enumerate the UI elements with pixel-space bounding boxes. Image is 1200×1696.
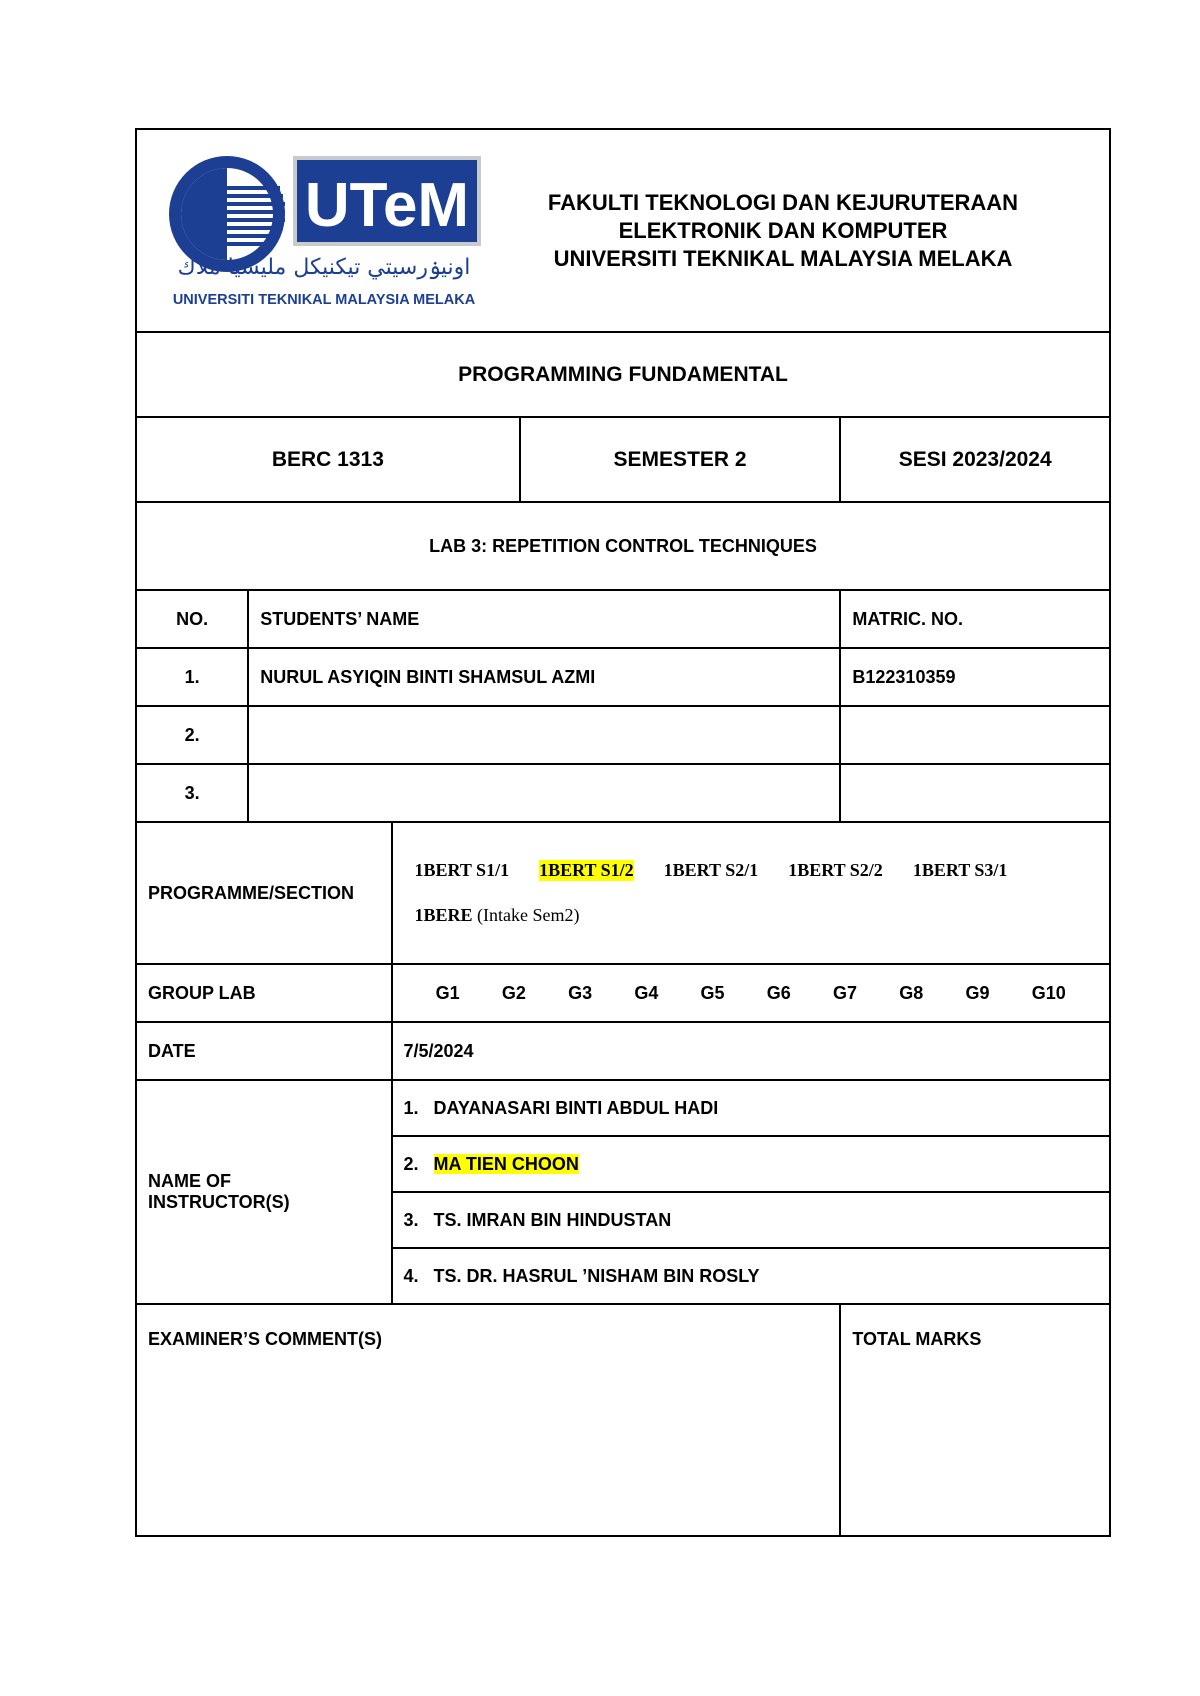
- course-title: PROGRAMMING FUNDAMENTAL: [136, 332, 1110, 417]
- programme-extra: [415, 905, 1110, 926]
- student-matric: [840, 706, 1110, 764]
- group-option: G3: [568, 982, 593, 1003]
- instructor-name: TS. DR. HASRUL ’NISHAM BIN ROSLY: [433, 1265, 760, 1286]
- group-lab-label: GROUP LAB: [136, 964, 392, 1022]
- instructors-label: [136, 1080, 392, 1304]
- students-header-name: STUDENTS’ NAME: [248, 590, 840, 648]
- svg-text:UNIVERSITI TEKNIKAL MALAYSIA M: UNIVERSITI TEKNIKAL MALAYSIA MELAKA: [172, 291, 476, 308]
- faculty-line-2: ELEKTRONIK DAN KOMPUTER: [618, 217, 948, 243]
- student-no: 3.: [136, 764, 248, 822]
- programme-option-selected: 1BERT S1/2: [539, 860, 634, 880]
- programme-extra-prefix: 1BERE: [414, 905, 473, 925]
- student-matric: B122310359: [840, 648, 1110, 706]
- examiner-comments: EXAMINER’S COMMENT(S): [136, 1304, 840, 1536]
- faculty-line-3: UNIVERSITI TEKNIKAL MALAYSIA MELAKA: [553, 245, 1013, 271]
- group-option: G2: [501, 982, 526, 1003]
- programme-option: 1BERT S1/1: [414, 860, 510, 880]
- svg-text:UTeM: UTeM: [304, 170, 470, 240]
- utem-logo: [137, 146, 497, 316]
- student-name: [248, 706, 840, 764]
- session: SESI 2023/2024: [840, 417, 1110, 502]
- table-row: [136, 648, 1110, 706]
- group-option: G7: [833, 982, 858, 1003]
- lab-title: LAB 3: REPETITION CONTROL TECHNIQUES: [136, 502, 1110, 590]
- date-value: 7/5/2024: [392, 1022, 1111, 1080]
- date-label: DATE: [136, 1022, 392, 1080]
- instructor-name: TS. IMRAN BIN HINDUSTAN: [433, 1209, 672, 1230]
- instructor-item: [392, 1192, 1111, 1248]
- faculty-line-1: FAKULTI TEKNOLOGI DAN KEJURUTERAAN: [547, 189, 1019, 215]
- student-matric: [840, 764, 1110, 822]
- group-list: [393, 983, 1110, 1004]
- group-option: G4: [634, 982, 659, 1003]
- course-code: BERC 1313: [136, 417, 520, 502]
- group-option: G1: [435, 982, 460, 1003]
- programme-label: PROGRAMME/SECTION: [136, 822, 392, 964]
- instructor-name-highlighted: MA TIEN CHOON: [433, 1153, 579, 1174]
- total-marks: TOTAL MARKS: [840, 1304, 1110, 1536]
- instructor-num: 2.: [403, 1153, 419, 1174]
- faculty-block: [497, 189, 1109, 273]
- programme-option: 1BERT S3/1: [912, 860, 1008, 880]
- programme-options: [392, 822, 1111, 964]
- group-option: G9: [965, 982, 990, 1003]
- instructor-num: 3.: [403, 1209, 419, 1230]
- instructors-label-text: NAME OF INSTRUCTOR(S): [148, 1171, 290, 1212]
- instructor-item: [392, 1136, 1111, 1192]
- cover-table: [135, 128, 1111, 1537]
- students-header-matric: MATRIC. NO.: [840, 590, 1110, 648]
- semester: SEMESTER 2: [520, 417, 841, 502]
- lab-cover-sheet: [135, 128, 1111, 1537]
- student-no: 1.: [136, 648, 248, 706]
- group-option: G5: [700, 982, 725, 1003]
- group-option: G8: [899, 982, 924, 1003]
- instructor-item: [392, 1248, 1111, 1304]
- programme-extra-suffix: (Intake Sem2): [477, 905, 580, 925]
- programme-option: 1BERT S2/1: [663, 860, 759, 880]
- student-no: 2.: [136, 706, 248, 764]
- students-header-no: NO.: [136, 590, 248, 648]
- instructor-name: DAYANASARI BINTI ABDUL HADI: [433, 1097, 719, 1118]
- table-row: [136, 706, 1110, 764]
- group-option: G6: [766, 982, 791, 1003]
- instructor-item: [392, 1080, 1111, 1136]
- programme-option-list: [415, 860, 1110, 881]
- header-cell: [136, 129, 1110, 332]
- instructor-num: 1.: [403, 1097, 419, 1118]
- group-lab-options: [392, 964, 1111, 1022]
- instructor-num: 4.: [403, 1265, 419, 1286]
- group-option: G10: [1031, 982, 1066, 1003]
- table-row: [136, 764, 1110, 822]
- student-name: [248, 764, 840, 822]
- svg-text:اونيۏرسيتي تيكنيكل مليسيا ملاك: اونيۏرسيتي تيكنيكل مليسيا ملاك: [177, 254, 471, 280]
- student-name: NURUL ASYIQIN BINTI SHAMSUL AZMI: [248, 648, 840, 706]
- utem-logo-graphic: [167, 146, 481, 311]
- programme-option: 1BERT S2/2: [788, 860, 883, 880]
